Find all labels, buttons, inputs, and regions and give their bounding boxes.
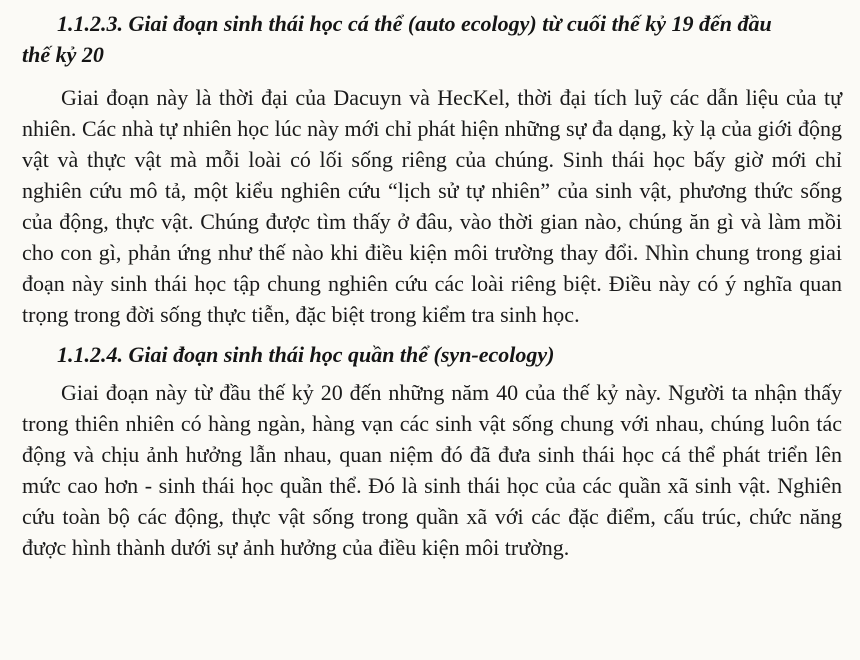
section-heading-1-1-2-4: 1.1.2.4. Giai đoạn sinh thái học quần thể (syn-ecology): [57, 342, 555, 367]
section-1-paragraph: Giai đoạn này là thời đại của Dacuyn và HecKel, thời đại tích luỹ các dẫn liệu của tự nhiên. Các nhà tự nhiên học lúc này mới chỉ phát hiện những sự đa dạng, kỳ lạ của giới động vật và thực vật mà mỗi loài có lối sống riêng của chúng. Sinh thái học bấy giờ mới chỉ nghiên cứu mô tả, một kiểu nghiên cứu “lịch sử tự nhiên” của sinh vật, phương thức sống của động, thực vật. Chúng được tìm thấy ở đâu, vào thời gian nào, chúng ăn gì và làm mồi cho con gì, phản ứng như thế nào khi điều kiện môi trường thay đổi. Nhìn chung trong giai đoạn này sinh thái học tập chung nghiên cứu các loài riêng biệt. Điều này có ý nghĩa quan trọng trong đời sống thực tiễn, đặc biệt trong kiểm tra sinh học.: [22, 85, 842, 327]
section-heading-line-1: 1.1.2.3. Giai đoạn sinh thái học cá thể (auto ecology) từ cuối thế kỷ 19 đến đầu: [57, 11, 772, 36]
section-2-paragraph: Giai đoạn này từ đầu thế kỷ 20 đến những năm 40 của thế kỷ này. Người ta nhận thấy trong thiên nhiên có hàng ngàn, hàng vạn các sinh vật sống chung với nhau, chúng luôn tác động và chịu ảnh hưởng lẫn nhau, quan niệm đó đã đưa sinh thái học cá thể phát triển lên mức cao hơn - sinh thái học quần thể. Đó là sinh thái học của các quần xã sinh vật. Nghiên cứu toàn bộ các động, thực vật sống trong quần xã với các đặc điểm, cấu trúc, chức năng được hình thành dưới sự ảnh hưởng của điều kiện môi trường.: [22, 380, 842, 560]
section-heading-1-1-2-3: [22, 8, 842, 70]
section-heading-line-2: thế kỷ 20: [22, 42, 104, 67]
